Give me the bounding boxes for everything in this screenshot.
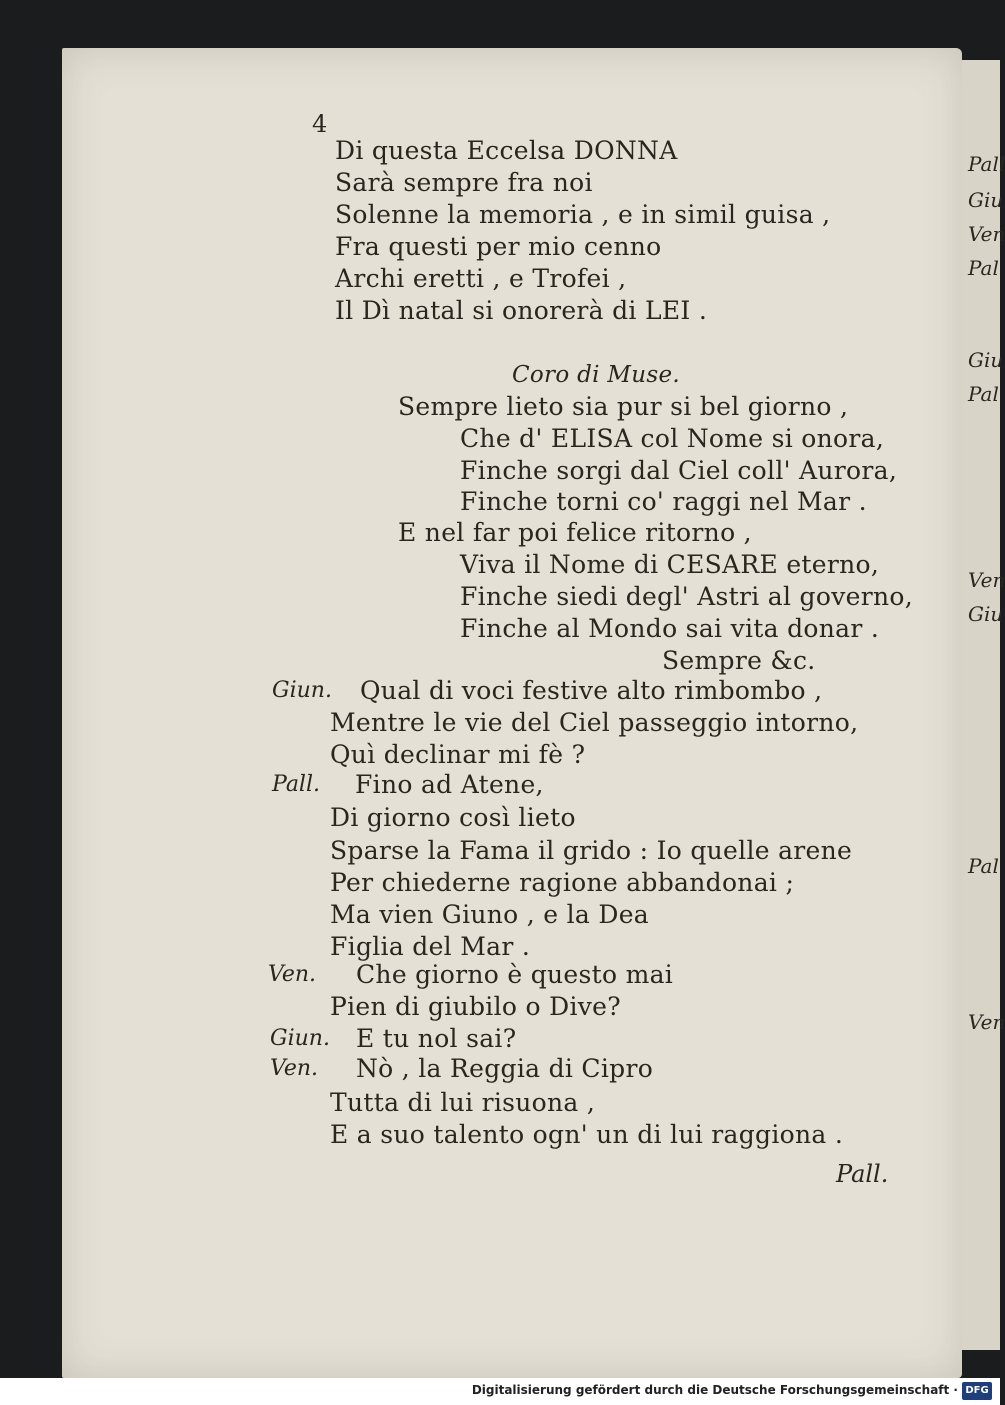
- verse-line: Fra questi per mio cenno: [335, 232, 662, 261]
- margin-speaker: Pal: [968, 854, 999, 878]
- chorus-line: Finche torni co' raggi nel Mar .: [460, 487, 867, 516]
- catchword: Pall.: [836, 1160, 889, 1188]
- dialogue-line: E tu nol sai?: [356, 1024, 517, 1053]
- speaker-label: Giun.: [272, 678, 332, 703]
- margin-speaker: Giu: [968, 602, 1004, 626]
- chorus-line: Finche sorgi dal Ciel coll' Aurora,: [460, 456, 898, 485]
- verse-line: Sarà sempre fra noi: [335, 168, 593, 197]
- chorus-line: Viva il Nome di CESARE eterno,: [460, 550, 880, 579]
- adjacent-page-edge: [962, 60, 1005, 1350]
- dfg-logo: DFG: [962, 1382, 992, 1400]
- dialogue-line: Per chiederne ragione abbandonai ;: [330, 868, 795, 897]
- verse-line: Di questa Eccelsa DONNA: [335, 136, 678, 165]
- margin-speaker: Giu: [968, 188, 1004, 212]
- chorus-line: Finche siedi degl' Astri al governo,: [460, 582, 913, 611]
- dialogue-line: Mentre le vie del Ciel passeggio intorno,: [330, 708, 859, 737]
- dialogue-line: Sparse la Fama il grido : Io quelle arene: [330, 836, 853, 865]
- margin-speaker: Pal: [968, 382, 999, 406]
- margin-speaker: Pal: [968, 256, 999, 280]
- dialogue-line: Tutta di lui risuona ,: [330, 1088, 596, 1117]
- verse-line: Il Dì natal si onorerà di LEI .: [335, 296, 708, 325]
- funding-credit: Digitalisierung gefördert durch die Deutsche Forschungsgemeinschaft ·: [471, 1383, 958, 1397]
- margin-speaker: Pall: [968, 152, 1005, 176]
- chorus-line: Sempre lieto sia pur si bel giorno ,: [398, 392, 849, 421]
- dialogue-line: Che giorno è questo mai: [356, 960, 674, 989]
- dialogue-line: Pien di giubilo o Dive?: [330, 992, 621, 1021]
- footer-bar: [0, 1378, 1000, 1405]
- speaker-label: Ven.: [270, 1056, 319, 1081]
- dialogue-line: Di giorno così lieto: [330, 803, 576, 832]
- speaker-label: Pall.: [272, 772, 320, 797]
- chorus-line: Finche al Mondo sai vita donar .: [460, 614, 880, 643]
- chorus-refrain: Sempre &c.: [662, 646, 816, 675]
- chorus-heading: Coro di Muse.: [512, 362, 680, 388]
- margin-speaker: Ven: [968, 1010, 1005, 1034]
- speaker-label: Giun.: [270, 1026, 330, 1051]
- dialogue-line: Ma vien Giuno , e la Dea: [330, 900, 650, 929]
- dialogue-line: Quì declinar mi fè ?: [330, 740, 586, 769]
- margin-speaker: Giu: [968, 348, 1004, 372]
- margin-speaker: Ven: [968, 222, 1005, 246]
- dialogue-line: Figlia del Mar .: [330, 932, 531, 961]
- dialogue-line: Fino ad Atene,: [355, 770, 544, 799]
- dialogue-line: E a suo talento ogn' un di lui raggiona .: [330, 1120, 844, 1149]
- verse-line: Solenne la memoria , e in simil guisa ,: [335, 200, 831, 229]
- dialogue-line: Nò , la Reggia di Cipro: [356, 1054, 654, 1083]
- speaker-label: Ven.: [268, 962, 317, 987]
- margin-speaker: Ven: [968, 568, 1005, 592]
- verse-line: Archi eretti , e Trofei ,: [335, 264, 627, 293]
- chorus-line: E nel far poi felice ritorno ,: [398, 518, 752, 547]
- page-number: 4: [312, 110, 328, 138]
- chorus-line: Che d' ELISA col Nome si onora,: [460, 424, 885, 453]
- dialogue-line: Qual di voci festive alto rimbombo ,: [360, 676, 823, 705]
